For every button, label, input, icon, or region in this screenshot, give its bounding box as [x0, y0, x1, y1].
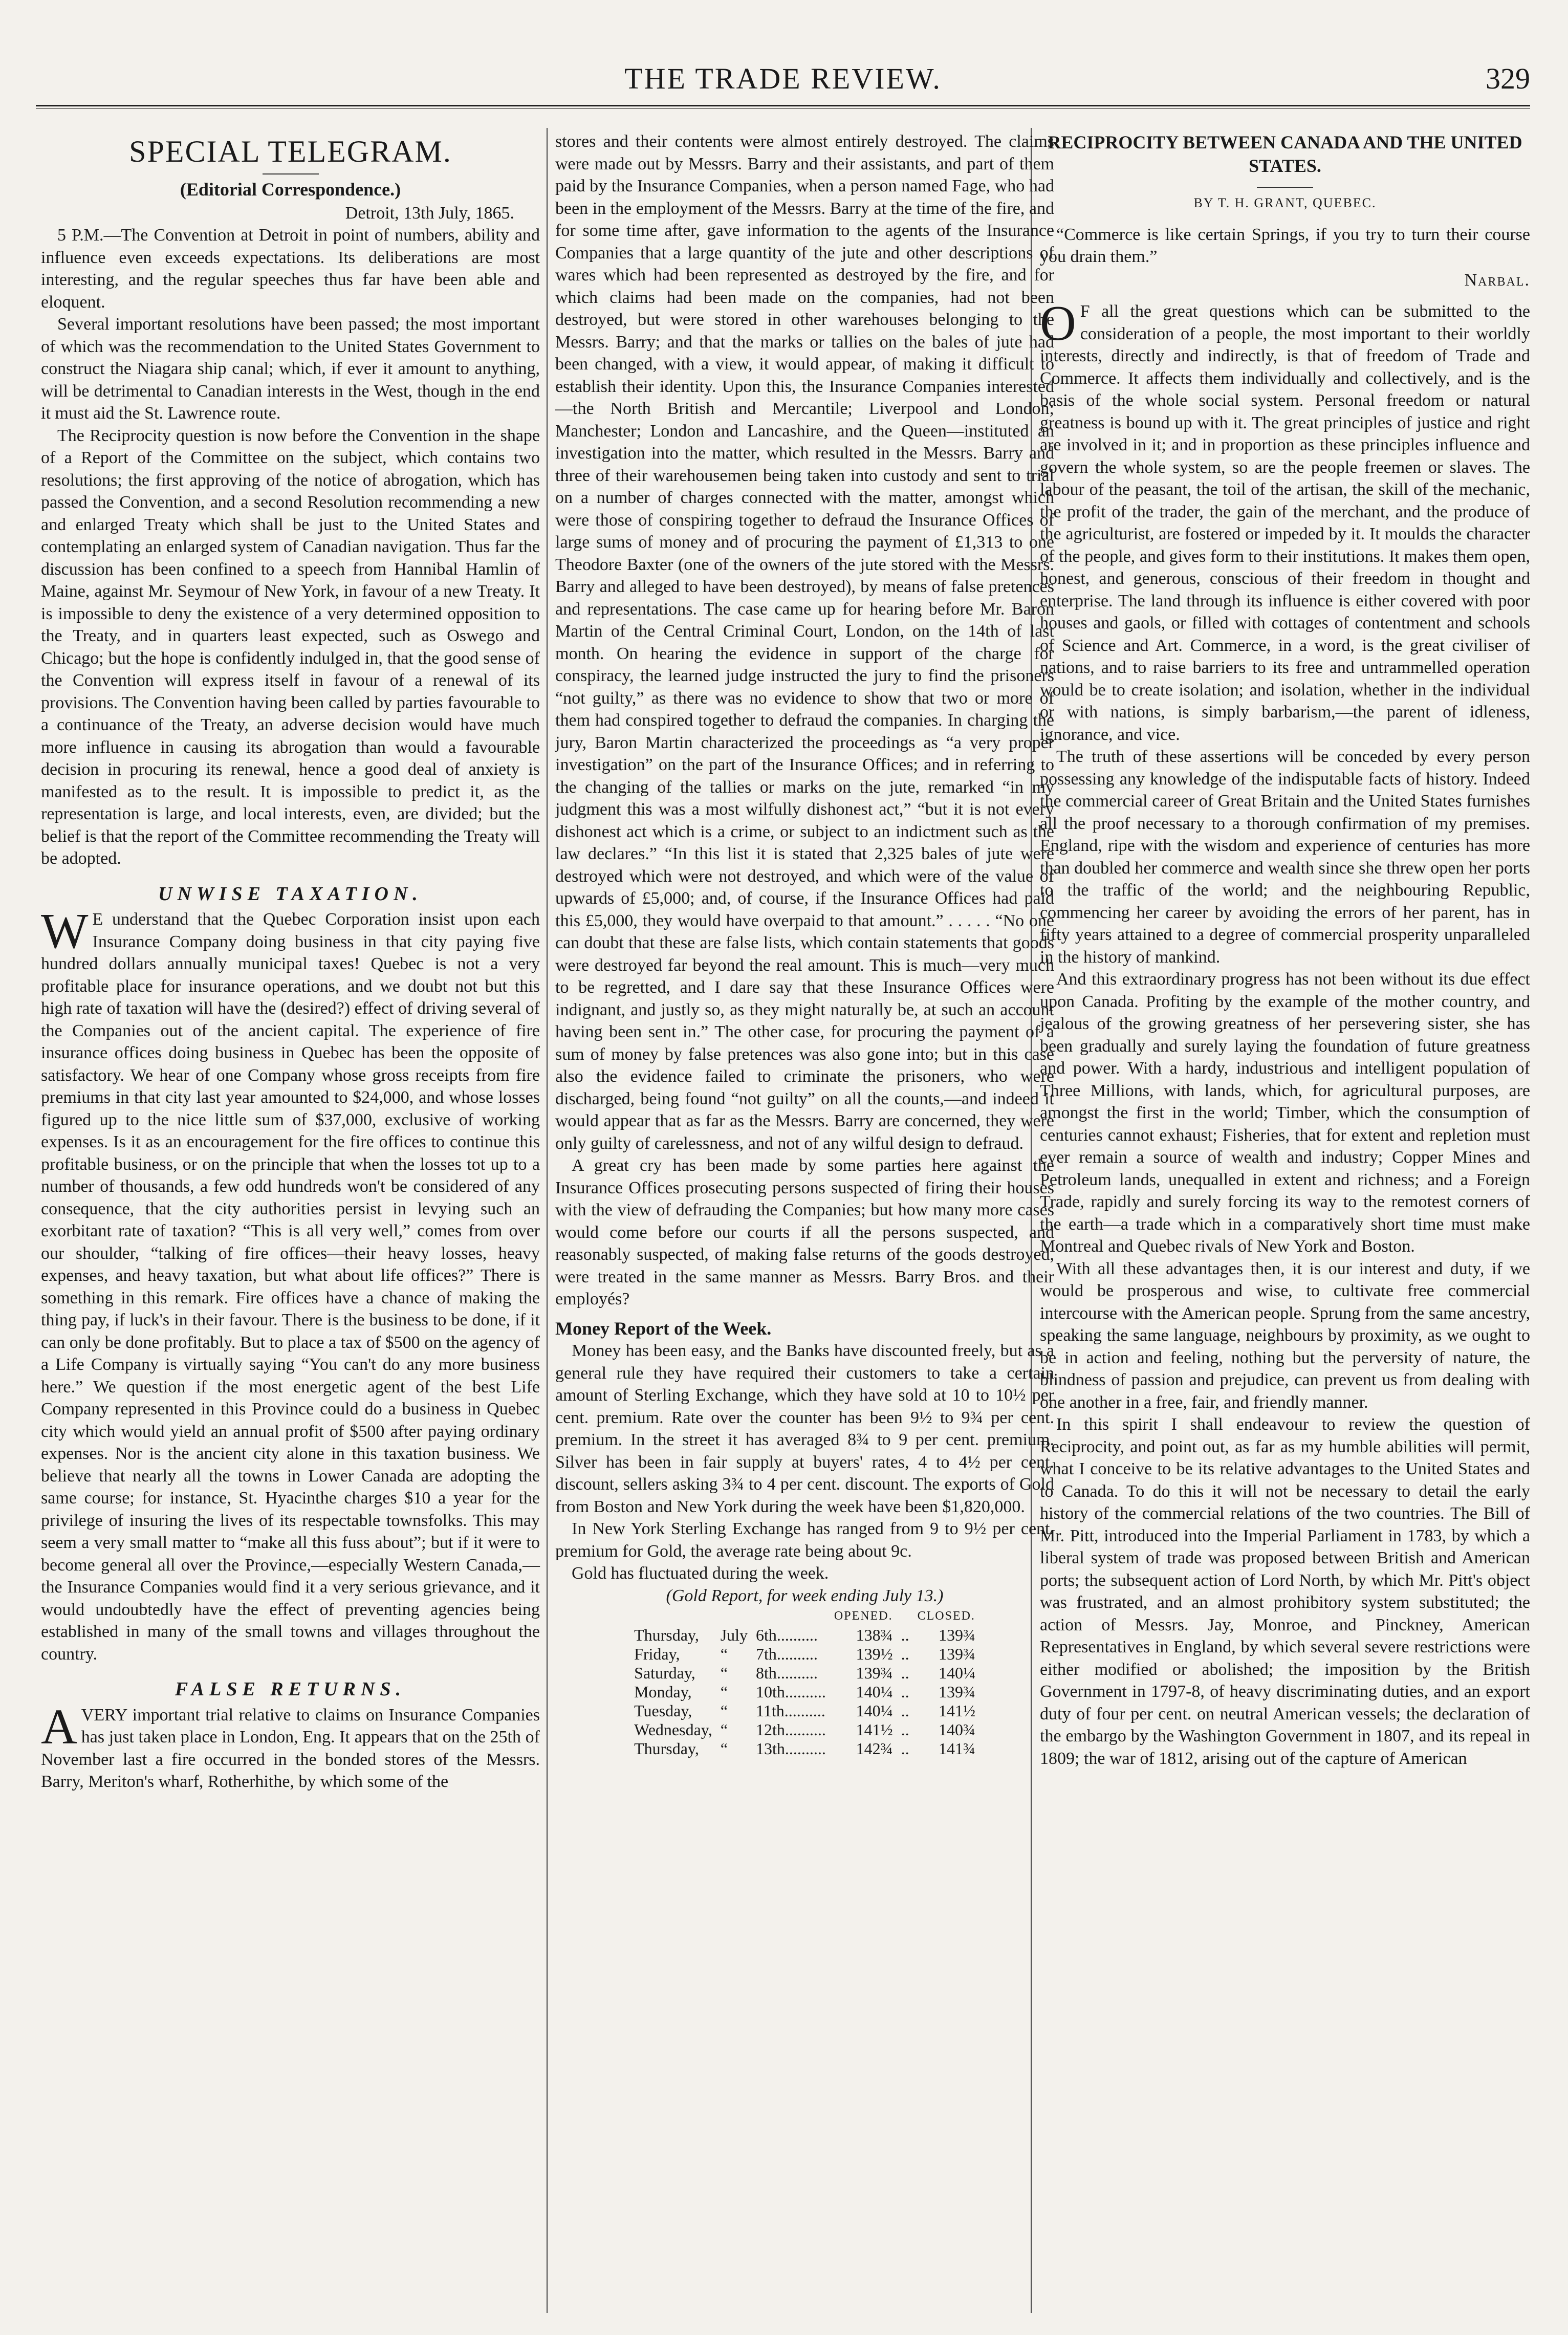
- paragraph: In New York Sterling Exchange has ranged from 9 to 9½ per cent. premium for Gold, the average rate being about 9c.: [555, 1519, 1054, 1561]
- cell-day: Wednesday,: [634, 1720, 712, 1739]
- headline-rule: [263, 173, 319, 174]
- paragraph: And this extraordinary progress has not been without its due effect upon Canada. Profiting by the example of the mother country, and jealous of the growing greatness of her persevering sister, she has been gradually and surely laying the foundation of future greatness and power. With a hardy, industrious and intelligent population of Three Millions, with lands, which, for agricultural purposes, are amongst the first in the world; Timber, which the consumption of centuries cannot exhaust; Fisheries, that for extent and repletion must ever remain a source of wealth and industry; Copper Mines and Petroleum lands, unequalled in extent and richness; and a Foreign Trade, rapidly and surely forcing its way to the remotest corners of the earth—a trade which in a comparatively short time must make Montreal and Quebec rivals of New York and Boston.: [1040, 970, 1530, 1256]
- cell-date: 12th..........: [756, 1720, 826, 1739]
- cell-sep: ..: [901, 1683, 909, 1701]
- page-number: 329: [1486, 62, 1530, 95]
- cell-month: “: [720, 1739, 728, 1758]
- table-row: [630, 1664, 979, 1683]
- paragraph: The truth of these assertions will be conceded by every person possessing any knowledge of the indisputable facts of history. Indeed the commercial career of Great Britain and the United States furnishes all the proof necessary to a thorough confirmation of my premises. England, ripe with the wisdom and experience of centuries has more than doubled her commerce and wealth since she threw open her ports to the traffic of the world; and the neighbouring Republic, commencing her career by avoiding the errors of her parent, has in fifty years attained to a degree of commercial prosperity unparalleled in the history of mankind.: [1040, 747, 1530, 967]
- cell-sep: ..: [901, 1739, 909, 1758]
- column-rule-1: [547, 128, 548, 2313]
- cell-close: 141¾: [938, 1739, 975, 1758]
- cell-open: 138¾: [856, 1626, 893, 1644]
- money-report-headline: Money Report of the Week.: [555, 1318, 772, 1339]
- cell-month: “: [720, 1701, 728, 1720]
- cell-date: 11th..........: [756, 1701, 825, 1720]
- epigraph-attribution: Narbal.: [1464, 270, 1530, 290]
- cell-open: 139½: [856, 1645, 893, 1663]
- gold-quotes-table: [630, 1607, 979, 1758]
- paragraph: F all the great questions which can be submitted to the consideration of a people, the most important to their worldly interests, directly and indirectly, is that of freedom of Trade and Commerce. It affects them individually and collectively, and is the basis of the whole social system. Personal freedom or natural greatness is bound up with it. The great principles of justice and right are involved in it; and in proportion as these principles influence and govern the whole system, so are the people freemen or slaves. The labour of the peasant, the toil of the artisan, the skill of the mechanic, the profit of the trader, the gain of the merchant, and the produce of the agriculturist, are fostered or impeded by it. It moulds the character of the people, and gives form to their institutions. It makes them open, honest, and generous, conscious of their freedom in thought and enterprise. The land through its influence is either covered with poor houses and gaols, or filled with cottages of contentment and schools of Science and Art. Commerce, in a word, is the great civiliser of nations, and to raise barriers to its free and untrammelled operation would be to create isolation; and isolation, whether in the individual or with nations, is simply barbarism,—the parent of idleness, ignorance, and vice.: [1040, 302, 1530, 744]
- cell-sep: ..: [901, 1664, 909, 1682]
- cell-close: 139¾: [938, 1645, 975, 1663]
- paragraph: Money has been easy, and the Banks have discounted freely, but as a general rule they have required their customers to take a certain amount of Sterling Exchange, which they have sold at 10 to 10½ per cent. premium. Rate over the counter has been 9½ to 9¾ per cent. premium. In the street it has averaged 8¾ to 9 per cent. premium. Silver has been in fair supply at buyers' rates, 4 to 4½ per cent. discount, sellers asking 3¾ to 4 per cent. discount. The exports of Gold from Boston and New York during the week have been $1,820,000.: [555, 1341, 1054, 1516]
- cell-sep: ..: [901, 1626, 909, 1644]
- byline: BY T. H. GRANT, QUEBEC.: [1193, 195, 1377, 210]
- paragraph: stores and their contents were almost entirely destroyed. The claims were made out by Messrs. Barry and their assistants, and part of them paid by the Insurance Companies, when a person named Fage, who had been in the employment of the Messrs. Barry at the time of the fire, and for some time after, gave information to the agents of the Insurance Companies that a large quantity of the jute and other descriptions of wares which had been represented as destroyed by the fire, and for which claims had been made on the companies, had not been destroyed, but were stored in other warehouses belonging to the Messrs. Barry; and that the marks or tallies on the bales of jute had been changed, with a view, it would appear, of making it difficult to establish their identity. Upon this, the Insurance Companies interested—the North British and Mercantile; Liverpool and London; Manchester; London and Lancashire, and the Queen—instituted an investigation into the matter, which resulted in the Messrs. Barry and three of their warehousemen being taken into custody and sent to trial on a number of charges connected with the matter, amongst which were those of conspiring together to defraud the Insurance Offices of large sums of money and of procuring the payment of £1,313 to one Theodore Baxter (one of the owners of the jute stored with the Messrs. Barry and alleged to have been destroyed), by means of false pretences and representations. The case came up for hearing before Mr. Baron Martin of the Central Criminal Court, London, on the 14th of last month. On hearing the evidence in support of the charge for conspiracy, the learned judge instructed the jury to find the prisoners “not guilty,” as there was no evidence to show that two or more of them had conspired together to defraud the companies. In charging the jury, Baron Martin characterized the proceedings as “a very proper investigation” on the part of the Insurance Offices; and in referring to the changing of the tallies or marks on the jute, remarked “in my judgment this was a most wilfully dishonest act,” “but it is not every dishonest act which is a crime, or subject to an indictment such as the law declares.” “In this list it is stated that 2,325 bales of jute were destroyed which were not destroyed, and which were of the value of upwards of £5,000; and, of course, if the Insurance Offices had paid this £5,000, they would have overpaid to that amount.” . . . . . “No one can doubt that these are false lists, which contain statements that goods were destroyed far beyond the real amount. This is much—very much to be regretted, and I dare say that these Insurance Offices were indignant, and justly so, as they might naturally be, at such an account having been sent in.” The other case, for procuring the payment of a sum of money by false pretences was also gone into; but in this case also the evidence failed to criminate the prisoners, who were discharged, being found “not guilty” on all the counts,—and indeed it would appear that as far as the Messrs. Barry are concerned, they were only guilty of carelessness, and not of any wilful design to defraud.: [555, 132, 1054, 1153]
- cell-date: 13th..........: [756, 1739, 826, 1758]
- epigraph: “Commerce is like certain Springs, if you try to turn their course you drain them.”: [1040, 225, 1530, 266]
- taxation-headline: UNWISE TAXATION.: [158, 883, 423, 905]
- paragraph: With all these advantages then, it is our interest and duty, if we would be prosperous and wise, to cultivate free commercial intercourse with the American people. Sprung from the same ancestry, speaking the same language, neighbours by proximity, as we ought to be in action and feeling, nothing but the perversity of nature, the blindness of passion and prejudice, can prevent us from dealing with one another in a free, fair, and friendly manner.: [1040, 1259, 1530, 1412]
- cell-close: 139¾: [938, 1683, 975, 1701]
- cell-month: “: [720, 1683, 728, 1701]
- drop-cap: A: [41, 1699, 77, 1755]
- paragraph: VERY important trial relative to claims on Insurance Companies has just taken place in London, Eng. It appears that on the 25th of November last a fire occurred in the bonded stores of the Messrs. Barry, Meriton's wharf, Rotherhithe, by which some of the: [41, 1705, 540, 1791]
- paragraph: A great cry has been made by some parties here against the Insurance Offices prosecuting persons suspected of firing their houses with the view of defrauding the Companies; but how many more cases would come before our courts if all the persons suspected, and reasonably suspected, of making false returns of the goods destroyed, were treated in the same manner as Messrs. Barry Bros. and their employés?: [555, 1156, 1054, 1308]
- cell-day: Monday,: [634, 1683, 692, 1701]
- cell-date: 10th..........: [756, 1683, 826, 1701]
- cell-sep: ..: [901, 1645, 909, 1663]
- cell-month: “: [720, 1664, 728, 1682]
- cell-open: 139¾: [856, 1664, 893, 1682]
- cell-day: Thursday,: [634, 1739, 699, 1758]
- paragraph: E understand that the Quebec Corporation insist upon each Insurance Company doing business in that city paying five hundred dollars annually municipal taxes! Quebec is not a very profitable place for insurance operations, and we doubt not but this high rate of taxation will have the (desired?) effect of driving several of the Companies out of the ancient capital. The experience of fire insurance offices doing business in Quebec has been the opposite of satisfactory. We hear of one Company whose gross receipts from fire premiums in that city last year amounted to $24,000, and whose losses figured up to the nice little sum of $37,000, exclusive of working expenses. Is it as an encouragement for the fire offices to continue this profitable business, or on the principle that when the losses tot up to a number of thousands, a few odd hundreds won't be considered of any consequence, that the city authorities persist in levying such an exorbitant rate of taxation? “This is all very well,” comes from over our shoulder, “talking of fire offices—their heavy losses, heavy expenses, and heavy taxation, but what about life offices?” There is something in this remark. Fire offices have a chance of making the thing pay, if luck's in their favour. There is the business to be done, if it can only be done profitably. But to place a tax of $500 on the agency of a Life Company is virtually saying “You can't do any more business here.” We question if the most energetic agent of the best Life Company represented in this Province could do a business in Quebec city which would yield an annual profit of $500 after paying ordinary expenses. Nor is the ancient city alone in this taxation business. We believe that nearly all the towns in Lower Canada are adopting the same course; for instance, St. Hyacinthe charges $10 a year for the privilege of insuring the lives of its respectable townsfolks. This may seem a very small matter to “make all this fuss about”; but if it were to become general all over the Province,—especially Western Canada,—the Insurance Companies would find it a very serious grievance, and it would undoubtedly have the effect of preventing agencies being established in many of the small towns and villages throughout the country.: [41, 910, 540, 1664]
- cell-date: 8th..........: [756, 1664, 818, 1682]
- column-3: [1040, 130, 1530, 1770]
- telegram-subhead: (Editorial Correspondence.): [180, 179, 401, 200]
- drop-cap: W: [41, 904, 89, 959]
- cell-month: “: [720, 1720, 728, 1739]
- table-row: [630, 1739, 979, 1758]
- cell-day: Friday,: [634, 1645, 680, 1663]
- cell-day: Tuesday,: [634, 1701, 692, 1720]
- cell-sep: ..: [901, 1720, 909, 1739]
- cell-close: 139¾: [938, 1626, 975, 1644]
- column-header-closed: CLOSED.: [917, 1609, 975, 1623]
- cell-day: Thursday,: [634, 1626, 699, 1644]
- table-row: [630, 1683, 979, 1701]
- page-header: [36, 61, 1530, 107]
- telegram-headline: SPECIAL TELEGRAM.: [129, 135, 452, 168]
- drop-cap: O: [1040, 296, 1076, 351]
- cell-close: 140¼: [938, 1664, 975, 1682]
- paragraph: The Reciprocity question is now before the Convention in the shape of a Report of the Committee on the subject, which contains two resolutions; the first approving of the notice of abrogation, which has passed the Convention, and a second Resolution recommending a new and enlarged Treaty which shall be just to the United States and contemplating an enlarged system of Canadian navigation. Thus far the discussion has been confined to a speech from Hannibal Hamlin of Maine, against Mr. Seymour of New York, in favour of a new Treaty. It is impossible to deny the existence of a very determined opposition to the Treaty, and in quarters least expected, such as Oswego and Chicago; but the hope is confidently indulged in, that the good sense of the Convention will express itself in favour of a renewal of its provisions. The Convention having been called by parties favourable to a continuance of the Treaty, an adverse decision would have much more influence in causing its abrogation than would a favourable decision in procuring its renewal, hence a good deal of anxiety is manifested as to the result. It is impossible to predict it, as the representation is large, and local interests, even, are divided; but the belief is that the report of the Committee recommending the Treaty will be adopted.: [41, 426, 540, 868]
- telegram-dateline: Detroit, 13th July, 1865.: [345, 203, 514, 223]
- cell-date: 6th..........: [756, 1626, 818, 1644]
- paragraph: In this spirit I shall endeavour to review the question of Reciprocity, and point out, as far as my humble abilities will permit, what I conceive to be its relative advantages to the United States and to Canada. To do this it will not be necessary to detail the early history of the commercial relations of the two countries. The Bill of Mr. Pitt, introduced into the Imperial Parliament in 1783, by which a liberal system of trade was proposed between British and American ports; the subsequent action of Lord North, by which Mr. Pitt's object was frustrated, and an almost prohibitory system substituted; the action of Messrs. Jay, Monroe, and Pinckney, American Representatives in England, by which several severe restrictions were either modified or abolished; the imposition by the British Government in 1797-8, of heavy discriminating duties, and an export duty of four per cent. on neutral American vessels; the declaration of the embargo by the Washington Government in 1807, and its repeal in 1809; the war of 1812, arising out of the capture of American: [1040, 1415, 1530, 1768]
- cell-day: Saturday,: [634, 1664, 695, 1682]
- cell-close: 141½: [938, 1701, 975, 1720]
- cell-open: 142¾: [856, 1739, 893, 1758]
- gold-report-caption: (Gold Report, for week ending July 13.): [666, 1586, 944, 1605]
- running-title: THE TRADE REVIEW.: [624, 62, 942, 95]
- column-1: [41, 130, 540, 1793]
- cell-sep: ..: [901, 1701, 909, 1720]
- column-header-opened: OPENED.: [834, 1609, 893, 1623]
- cell-open: 141½: [856, 1720, 893, 1739]
- table-row: [630, 1645, 979, 1664]
- column-2: [555, 130, 1054, 1758]
- paragraph: Several important resolutions have been passed; the most important of which was the recommendation to the United States Government to construct the Niagara ship canal; which, if ever it amount to anything, will be detrimental to Canadian interests in the West, though in the end it must aid the St. Lawrence route.: [41, 315, 540, 423]
- headline-rule: [1257, 187, 1313, 188]
- reciprocity-headline: RECIPROCITY BETWEEN CANADA AND THE UNITED STATES.: [1048, 132, 1522, 176]
- cell-month: July: [720, 1626, 748, 1644]
- cell-date: 7th..........: [756, 1645, 818, 1663]
- cell-open: 140¼: [856, 1683, 893, 1701]
- cell-open: 140¼: [856, 1701, 893, 1720]
- table-header-row: [630, 1607, 979, 1626]
- table-row: [630, 1701, 979, 1720]
- cell-close: 140¾: [938, 1720, 975, 1739]
- false-returns-headline: FALSE RETURNS.: [175, 1678, 406, 1700]
- cell-month: “: [720, 1645, 728, 1663]
- paragraph: Gold has fluctuated during the week.: [572, 1564, 829, 1583]
- table-row: [630, 1626, 979, 1645]
- table-row: [630, 1720, 979, 1739]
- paragraph: 5 P.M.—The Convention at Detroit in point of numbers, ability and influence even exceeds expectations. Its deliberations are most interesting, and the regular speeches thus far have been able and eloquent.: [41, 226, 540, 312]
- header-rule: [36, 105, 1530, 109]
